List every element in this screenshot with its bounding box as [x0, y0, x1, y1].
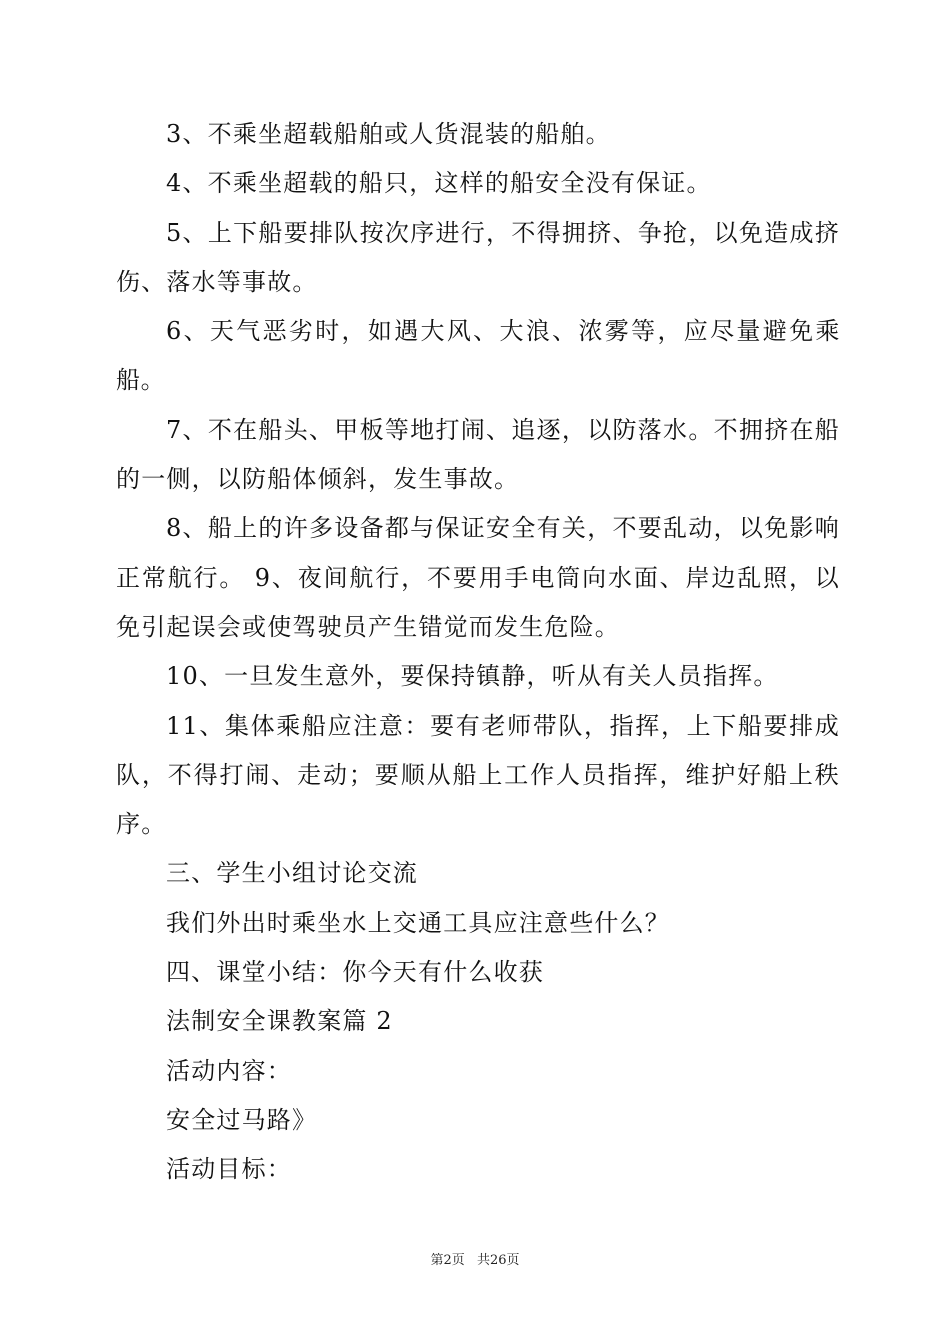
- document-body: [116, 110, 840, 1195]
- paragraph-item-11: 11、集体乘船应注意：要有老师带队，指挥，上下船要排成队，不得打闹、走动；要顺从船上工作人员指挥，维护好船上秩序。: [116, 711, 840, 839]
- paragraph-item-4: 4、不乘坐超载的船只，这样的船安全没有保证。: [166, 169, 712, 198]
- activity-content-label: 活动内容：: [166, 1056, 292, 1085]
- paragraph-item-3: 3、不乘坐超载船舶或人货混装的船舶。: [166, 120, 611, 148]
- lesson-plan-title: 法制安全课教案篇 2: [166, 1007, 393, 1036]
- discussion-question: 我们外出时乘坐水上交通工具应注意些什么？: [166, 908, 670, 937]
- paragraph-item-5: 5、上下船要排队按次序进行，不得拥挤、争抢，以免造成挤伤、落水等事故。: [116, 218, 840, 296]
- page-number: 第2页: [430, 1253, 465, 1268]
- page-total: 共26页: [476, 1253, 520, 1268]
- page-footer: [0, 1249, 950, 1268]
- section-heading-summary: 四、课堂小结：你今天有什么收获: [166, 958, 544, 987]
- activity-content-value: 安全过马路》: [166, 1105, 318, 1134]
- paragraph-item-8-9: 8、船上的许多设备都与保证安全有关，不要乱动，以免影响正常航行。 9、夜间航行，不要用手电筒向水面、岸边乱照，以免引起误会或使驾驶员产生错觉而发生危险。: [116, 514, 840, 641]
- paragraph-item-10: 10、一旦发生意外，要保持镇静，听从有关人员指挥。: [166, 662, 779, 691]
- section-heading-discussion: 三、学生小组讨论交流: [166, 859, 418, 888]
- paragraph-item-7: 7、不在船头、甲板等地打闹、追逐，以防落水。不拥挤在船的一侧，以防船体倾斜，发生事故。: [116, 415, 840, 494]
- paragraph-item-6: 6、天气恶劣时，如遇大风、大浪、浓雾等，应尽量避免乘船。: [116, 317, 840, 395]
- activity-goals-label: 活动目标：: [166, 1155, 292, 1184]
